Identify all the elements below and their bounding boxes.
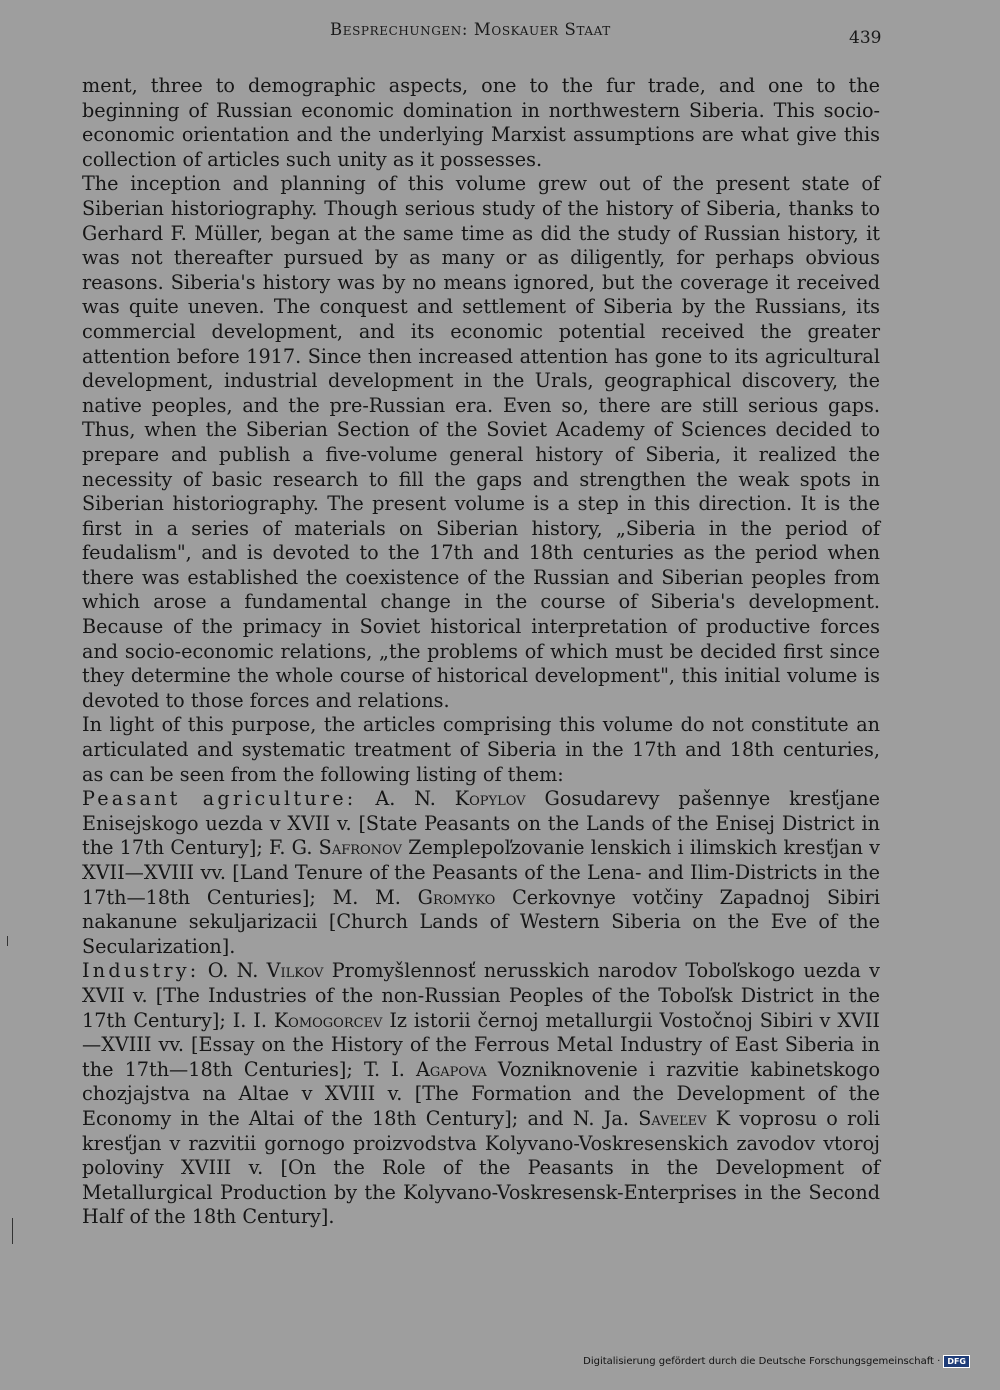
author-initials: F. G. <box>269 836 319 860</box>
author-initials: A. N. <box>375 787 455 811</box>
digitization-credit <box>583 1355 970 1368</box>
running-head-topic: Moskauer Staat <box>473 20 611 39</box>
work-title: Zemplepoľzovanie lenskich i ilimskich kresťjan v XVII—XVIII vv. [Land Tenure of the Peasants of the Lena- and Ilim-Districts in the 17th—18th Centuries]; <box>82 836 880 909</box>
author-name: Komogorcev <box>273 1008 383 1032</box>
scan-margin-mark <box>12 1218 13 1244</box>
paragraph-industry <box>82 959 880 1230</box>
article-body <box>82 74 880 1230</box>
page-number: 439 <box>849 28 882 48</box>
author-initials: T. I. <box>363 1057 417 1081</box>
paragraph-3: In light of this purpose, the articles comprising this volume do not constitute an articulated and systematic treatment of Siberia in the 17th and 18th centuries, as can be seen from the following listing of them: <box>82 713 880 786</box>
section-label-industry: Industry: <box>82 959 200 983</box>
author-name: Safronov <box>318 836 402 860</box>
running-head <box>330 20 611 39</box>
section-label-agriculture: Peasant agriculture: <box>82 787 357 811</box>
work-title: Vozniknovenie i razvitie kabinetskogo chozjajstva na Altae v XVIII v. [The Formation and the Development of the Economy in the Altai of the 18th Century]; and <box>82 1057 881 1130</box>
author-initials: I. I. <box>232 1008 274 1032</box>
work-title: Cerkovnye votčiny Zapadnoj Sibiri nakanune sekuljarizacii [Church Lands of Western Siberia on the Eve of the Secularization]. <box>82 885 880 958</box>
paragraph-2: The inception and planning of this volume grew out of the present state of Siberian historiography. Though serious study of the history of Siberia, thanks to Gerhard F. Müller, began at the same time as did the study of Russian history, it was not thereafter pursued by as many or as diligently, for perhaps obvious reasons. Siberia's history was by no means ignored, but the coverage it received was quite uneven. The conquest and settlement of Siberia by the Russians, its commercial development, and its economic potential received the greater attention before 1917. Since then increased attention has gone to its agricultural development, industrial development in the Urals, geographical discovery, the native peoples, and the pre-Russian era. Even so, there are still serious gaps. Thus, when the Siberian Section of the Soviet Academy of Sciences decided to prepare and publish a five-volume general history of Siberia, it realized the necessity of basic research to fill the gaps and strengthen the weak spots in Siberian historiography. The present volume is a step in this direction. It is the first in a series of materials on Siberian history, „Siberia in the period of feudalism", and is devoted to the 17th and 18th centuries as the period when there was established the coexistence of the Russian and Siberian peoples from which arose a fundamental change in the course of Siberia's development. Because of the primacy in Soviet historical interpretation of productive forces and socio-economic relations, „the problems of which must be decided first since they determine the whole course of historical development", this initial volume is devoted to those forces and relations. <box>82 172 880 712</box>
scan-margin-mark <box>7 936 8 946</box>
author-name: Gromyko <box>417 885 496 909</box>
author-initials: N. Ja. <box>572 1106 639 1130</box>
author-initials: O. N. <box>207 959 267 983</box>
paragraph-1: ment, three to demographic aspects, one to the fur trade, and one to the beginning of Russian economic domination in northwestern Siberia. This socio-economic orientation and the underlying Marxist assumptions are what give this collection of articles such unity as it possesses. <box>82 74 880 171</box>
work-title: Gosudarevy pašennye kresťjane Enisejskogo uezda v XVII v. [State Peasants on the Lands of the Enisej District in the 17th Century]; <box>82 787 880 860</box>
author-name: Saveľev <box>638 1106 707 1130</box>
paragraph-agriculture <box>82 787 880 959</box>
work-title: Iz istorii černoj metallurgii Vostočnoj Sibiri v XVII—XVIII vv. [Essay on the History of the Ferrous Metal Industry of East Siberia in the 17th—18th Centuries]; <box>82 1008 881 1081</box>
author-initials: M. M. <box>332 885 418 909</box>
work-title: Promyšlennosť nerusskich narodov Toboľskogo uezda v XVII v. [The Industries of the non-Russian Peoples of the Toboľsk District in the 17th Century]; <box>82 959 880 1032</box>
work-title: K voprosu o roli kresťjan v razvitii gornogo proizvodstva Kolyvano-Voskresenskich zavodov vtoroj poloviny XVIII v. [On the Role of the Peasants in the Development of Metallurgical Production by the Kolyvano-Voskresensk-Enterprises in the Second Half of the 18th Century]. <box>82 1106 881 1229</box>
running-head-section: Besprechungen: <box>330 20 474 39</box>
author-name: Vilkov <box>266 959 324 983</box>
credit-text: Digitalisierung gefördert durch die Deutsche Forschungsgemeinschaft · <box>583 1356 941 1367</box>
dfg-logo: DFG <box>943 1355 970 1368</box>
author-name: Agapova <box>416 1057 487 1081</box>
author-name: Kopylov <box>454 787 526 811</box>
